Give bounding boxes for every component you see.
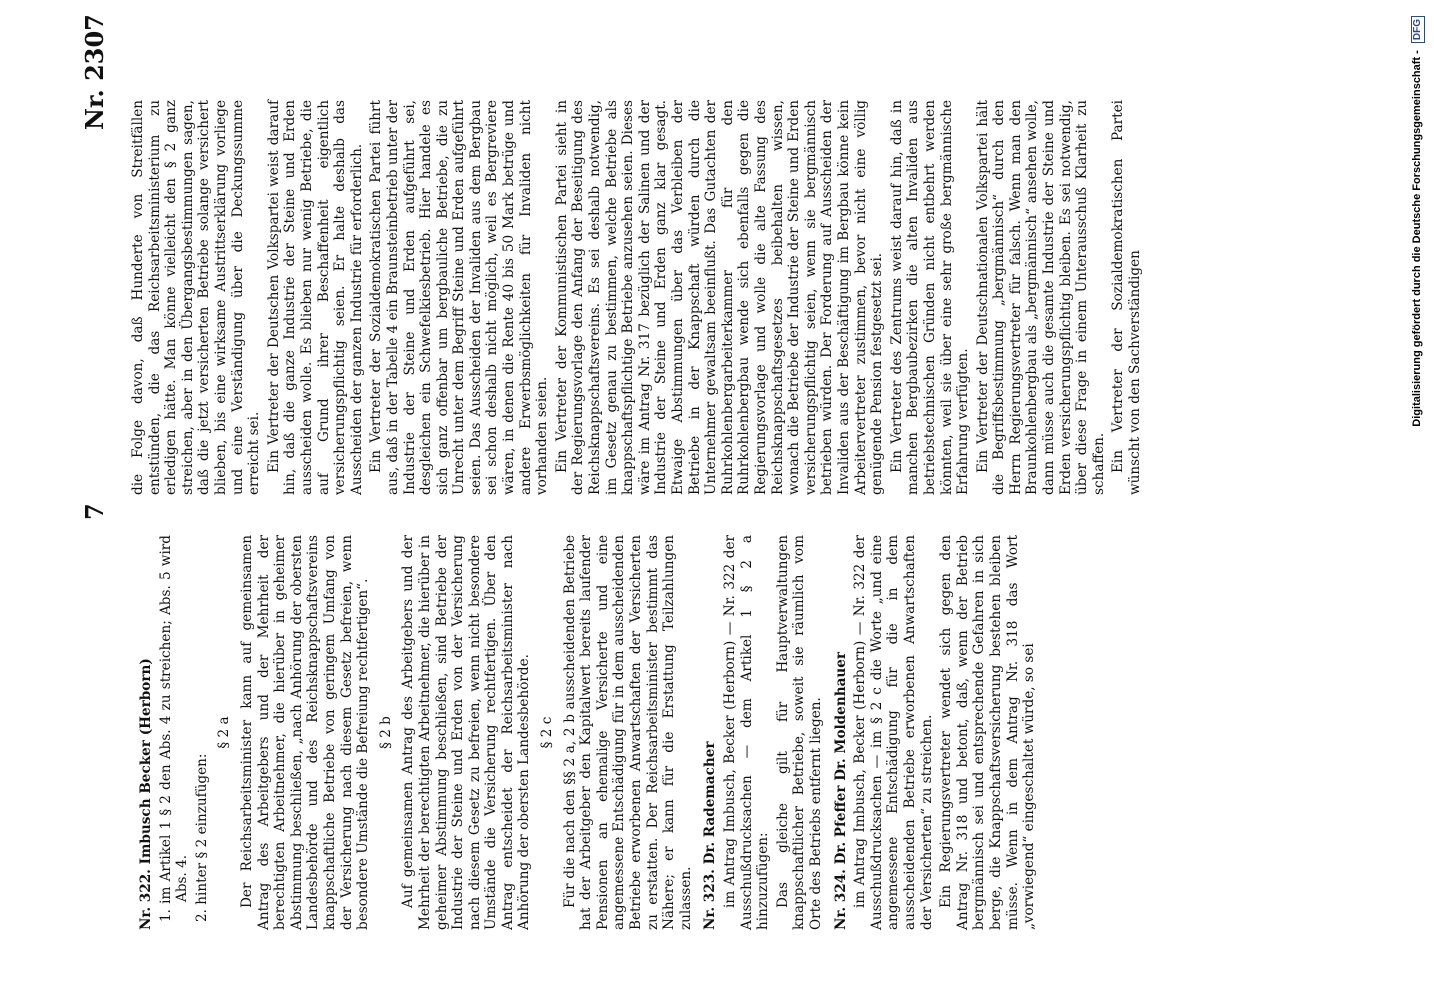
left-column <box>130 535 1041 930</box>
page-number: 7 <box>80 503 109 520</box>
motion-323-heading: Nr. 323. Dr. Rademacher <box>702 741 719 930</box>
section-2c-text: Für die nach den §§ 2 a, 2 b ausscheidenden Betriebe hat der Arbeitgeber den Kapitalwert bereits laufender Pensionen an ehemalige Versicherte und eine angemessene Entschädigung für in dem ausscheidenden Betriebe erworbenen Anwartschaften der Versicherten zu erstatten. Der Reichsarbeitsminister bestimmt das Nähere; er kann für die Erstattung Teilzahlungen zulassen. <box>561 535 694 930</box>
paragraph: Ein Vertreter der Deutschnationalen Volkspartei hält die Begriffsbestimmung „bergmännisch“ durch den Herrn Regierungsvertreter für falsch. Wenn man den Braunkohlenbergbau als „bergmännisch“ ansehen wolle, dann müsse auch die gesamte Industrie der Steine und Erden versicherungspflichtig bleiben. Es sei notwendig, über diese Frage in einem Unterausschuß Klarheit zu schaffen. <box>974 100 1107 495</box>
section-2b-title: § 2 b <box>377 716 394 749</box>
digitization-sidebar <box>1400 0 1434 1000</box>
government-statement: Ein Regierungsvertreter wendet sich gegen den Antrag Nr. 318 und betont, daß, wenn der Betrieb bergmännisch sei und entsprechende Gefahren in sich berge, die Knappschaftsversicherung bestehen bleiben müsse. Wenn in dem Antrag Nr. 318 das Wort „vorwiegend“ eingeschaltet würde, so sei <box>938 535 1038 930</box>
paragraph: Ein Vertreter der Sozialdemokratischen Partei führt aus, daß in der Tabelle 4 ein Braunsteinbetrieb unter der Industrie der Steine und Erden aufgeführt sei, desgleichen ein Schwefelkiesbetrieb. Hier handele es sich ganz offenbar um bergbauliche Betriebe, die zu Unrecht unter dem Begriff Steine und Erden aufgeführt seien. Das Ausscheiden der Invaliden aus dem Bergbau sei schon deshalb nicht möglich, weil es Bergreviere wären, in denen die Rente 40 bis 50 Mark betrüge und andere Erwerbsmöglichkeiten für Invaliden nicht vorhanden seien. <box>368 100 551 495</box>
section-2b-text: Auf gemeinsamen Antrag des Arbeitgebers und der Mehrheit der berechtigten Arbeitnehmer, die hierüber in geheimer Abstimmung beschließen, sind Betriebe der Industrie der Steine und Erden von der Versicherung nach diesem Gesetz zu befreien, wenn nicht besondere Umstände die Versicherung rechtfertigen. Über den Antrag entscheidet der Reichsarbeitsminister nach Anhörung der obersten Landesbehörde. <box>400 535 533 930</box>
paragraph: die Folge davon, daß Hunderte von Streitfällen entstünden, die das Reichsarbeitsministerium zu erledigen hätte. Man könne vielleicht den § 2 ganz streichen, aber in den Übergangsbestimmungen sagen, daß die jetzt versicherten Betriebe solange versichert blieben, bis eine wirksame Austrittserklärung vorliege und eine Verständigung über die Deckungssumme erreicht sei. <box>130 100 263 495</box>
dfg-logo: DFG <box>1411 16 1425 43</box>
section-2a-text: Der Reichsarbeitsminister kann auf gemeinsamen Antrag des Arbeitgebers und der Mehrheit der berechtigten Arbeitnehmer, die hierüber in geheimer Abstimmung beschließen, „nach Anhörung der obersten Landesbehörde und des Reichsknappschaftsvereins knappschaftliche Betriebe von geringem Umfang von der Versicherung nach diesem Gesetz befreien, wenn besondere Umstände die Befreiung rechtfertigen“. <box>238 535 372 930</box>
section-2c-title: § 2 c <box>539 716 556 749</box>
motion-322-item-2: 2. hinter § 2 einzufügen: <box>193 753 210 922</box>
paragraph: Ein Vertreter der Kommunistischen Partei sieht in der Regierungsvorlage den Anfang der Beseitigung des Reichsknappschaftsvereins. Es sei deshalb notwendig, im Gesetz genau zu bestimmen, welche Betriebe als knappschaftspflichtige Betriebe anzusehen seien. Dieses wäre im Antrag Nr. 317 bezüglich der Salinen und der Industrie der Steine und Erden ganz klar gesagt. Etwaige Abstimmungen über das Verbleiben der Betriebe in der Knappschaft würden durch die Unternehmer gewaltsam beeinflußt. Das Gutachten der Ruhrkohlenbergarbeiterkammer für den Ruhrkohlenbergbau wende sich ebenfalls gegen die Regierungsvorlage und wolle die alte Fassung des Reichsknappschaftsgesetzes beibehalten wissen, wonach die Betriebe der Industrie der Steine und Erden versicherungspflichtig seien, wenn sie bergmännisch betrieben würden. Der Forderung auf Ausscheiden der Invaliden aus der Beschäftigung im Bergbau könne kein Arbeitervertreter zustimmen, bevor nicht eine völlig genügende Pension festgesetzt sei. <box>553 100 886 495</box>
motion-322-item-1: 1. im Artikel 1 § 2 den Abs. 4 zu streichen; Abs. 5 wird Abs. 4. <box>157 535 191 922</box>
motion-324-text: im Antrag Imbusch, Becker (Herborn) — Nr. 322 der Ausschußdrucksachen — im § 2 c die Worte „und eine angemessene Entschädigung für die in dem ausscheidenden Betriebe erworbenen Anwartschaften der Versicherten“ zu streichen. <box>852 535 935 930</box>
funding-credit <box>1400 0 1434 1000</box>
motion-322-heading: Nr. 322. Imbusch Becker (Herborn) <box>138 658 154 930</box>
motion-323-addition: Das gleiche gilt für Hauptverwaltungen knappschaftlicher Betriebe, soweit sie räumlich vom Orte des Betriebs entfernt liegen. <box>774 535 824 930</box>
paragraph: Ein Vertreter der Sozialdemokratischen Partei wünscht von den Sachverständigen <box>1110 100 1144 495</box>
paragraph: Ein Vertreter der Deutschen Volkspartei weist darauf hin, daß die ganze Industrie der Steine und Erden ausscheiden wolle. Es blieben nur wenig Betriebe, die auf Grund ihrer Beschaffenheit eigentlich versicherungspflichtig seien. Er halte deshalb das Ausscheiden der ganzen Industrie für erforderlich. <box>265 100 365 495</box>
section-2a-title: § 2 a <box>216 716 233 749</box>
credit-text: Digitalisierung gefördert durch die Deutsche Forschungsgemeinschaft - <box>1411 50 1423 427</box>
paragraph: Ein Vertreter des Zentrums weist darauf hin, daß in manchen Bergbaubezirken die alten Invaliden aus betriebstechnischen Gründen nicht entbehrt werden könnten, weil sie über eine sehr große bergmännische Erfahrung verfügten. <box>888 100 972 495</box>
motion-323-text: im Antrag Imbusch, Becker (Herborn) — Nr. 322 der Ausschußdrucksachen — dem Artikel 1 § 2 a hinzuzufügen: <box>722 535 772 930</box>
motion-324-heading: Nr. 324. Dr. Pfeffer Dr. Moldenhauer <box>832 651 849 930</box>
right-column <box>130 100 1147 495</box>
document-number: Nr. 2307 <box>80 14 109 130</box>
